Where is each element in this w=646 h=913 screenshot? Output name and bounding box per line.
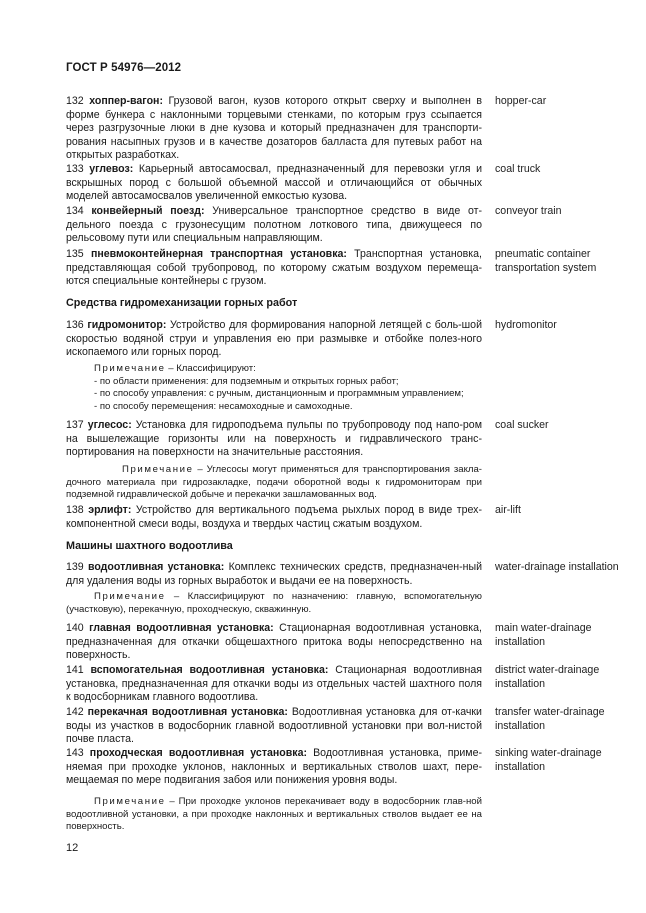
note-label: Примечание (94, 363, 166, 374)
note-text: – При проходке уклонов перекачивает воду в водосборник глав-ной водоотливной установки, а при проходке наклонных и вертикальных стволов выдает ее на поверхность. (66, 796, 482, 833)
entry-number: 139 (66, 561, 84, 573)
entry-number: 132 (66, 95, 84, 107)
section-heading-hydromechanization: Средства гидромеханизации горных работ (66, 297, 298, 309)
note-intro: – Классифицируют: (165, 363, 256, 374)
entry-term: перекачная водоотливная установка: (87, 706, 288, 718)
note-137 (66, 464, 482, 502)
note-139 (66, 591, 482, 616)
entry-143-english: sinking water-drainage installation (495, 747, 602, 773)
entry-definition: Грузовой вагон, кузов которого открыт сверху и выполнен в форме бункера с наклонными торцевыми стенками, по которым груз ссыпается через разгрузочные люки в дне кузова и который предназначен для транспорти-рования насыпных грузов и в качестве дозаторов балласта для путевых работ на открытых разработках. (66, 95, 482, 162)
entry-term: углевоз: (89, 163, 134, 175)
note-text: – Классифицируют по назначению: главную, вспомогательную (участковую), перекачную, проходческую, скважинную. (66, 591, 482, 615)
entry-136 (66, 319, 482, 360)
entry-140 (66, 622, 482, 663)
entry-definition: Стационарная водоотливная установка, предназначенная для откачки воды из отдельных частей шахтного поля к водосборникам главного водоотлива. (66, 664, 482, 704)
entry-definition: Устройство для формирования напорной летящей с боль-шой скоростью водяной струи и управления ею при размывке и отбойке полез-ного ископаемого или горных пород. (66, 319, 482, 359)
entry-term: эрлифт: (88, 504, 132, 516)
entry-133 (66, 163, 482, 204)
entry-132 (66, 95, 482, 163)
entry-definition: Карьерный автосамосвал, предназначенный для перевозки угля и вскрышных пород с большой объемной массой и отличающийся от обычных моделей автосамосвалов увеличенной емкостью кузова. (66, 163, 482, 203)
entry-142 (66, 706, 482, 747)
entry-135 (66, 248, 482, 289)
entry-term: главная водоотливная установка: (89, 622, 274, 634)
note-list-item: - по способу управления: с ручным, дистанционным и программным управлением; (94, 388, 464, 400)
entry-132-english: hopper-car (495, 95, 547, 107)
entry-definition: Комплекс технических средств, предназначен-ный для удаления воды из горных выработок и выдачи ее на поверхность. (66, 561, 483, 587)
entry-number: 141 (66, 664, 84, 676)
document-header: ГОСТ Р 54976—2012 (66, 62, 182, 74)
entry-137-english: coal sucker (495, 419, 549, 431)
entry-142-english: transfer water-drainage installation (495, 706, 605, 732)
entry-definition: Установка для гидроподъема пульпы по трубопроводу под напо-ром на вышележащие горизонты или на поверхность и гидравлического транс-портирования на поверхности на значительные расстояния. (66, 419, 482, 459)
entry-134-english: conveyor train (495, 205, 562, 217)
note-text: – Углесосы могут применяться для транспортирования закла-дочного материала при гидрозакладке, подачи оборотной воды к гидромониторам при подземной гидравлической добыче и перекачки зашламованных вод. (66, 464, 482, 501)
note-label: Примечание (94, 796, 166, 807)
entry-definition: Водоотливная установка, приме-няемая при проходке уклонов, наклонных и вертикальных стволов шахт, пере-мещаемая по мере подвигания забоя или понижения уровня воды. (66, 747, 483, 787)
entry-136-english: hydromonitor (495, 319, 557, 331)
section-heading-drainage: Машины шахтного водоотлива (66, 540, 233, 552)
entry-138 (66, 504, 482, 531)
entry-135-english: pneumatic container transportation system (495, 248, 597, 274)
entry-133-english: coal truck (495, 163, 541, 175)
entry-134 (66, 205, 482, 246)
entry-term: водоотливная установка: (87, 561, 225, 573)
entry-term: вспомогательная водоотливная установка: (90, 664, 329, 676)
entry-140-english: main water-drainage installation (495, 622, 592, 648)
note-list-item: - по области применения: для подземным и открытых горных работ; (94, 375, 399, 387)
entry-141-english: district water-drainage installation (495, 664, 600, 690)
entry-term: углесос: (87, 419, 132, 431)
entry-143 (66, 747, 482, 788)
entry-number: 136 (66, 319, 84, 331)
entry-139-english: water-drainage installation (495, 561, 619, 573)
note-list-item: - по способу перемещения: несамоходные и самоходные. (94, 400, 353, 412)
entry-definition: Устройство для вертикального подъема рыхлых пород в виде трех-компонентной смеси воды, воздуха и твердых частиц сжатым воздухом. (66, 504, 482, 530)
note-136 (66, 363, 482, 413)
entry-number: 134 (66, 205, 84, 217)
entry-term: пневмоконтейнерная транспортная установка: (90, 248, 347, 260)
entry-number: 135 (66, 248, 84, 260)
page-number: 12 (66, 842, 79, 854)
entry-term: хоппер-вагон: (89, 95, 163, 107)
entry-number: 138 (66, 504, 84, 516)
entry-138-english: air-lift (495, 504, 521, 516)
entry-term: конвейерный поезд: (91, 205, 205, 217)
note-143 (66, 796, 482, 834)
entry-number: 133 (66, 163, 84, 175)
entry-definition: Стационарная водоотливная установка, предназначенная для откачки общешахтного притока воды непосредственно на поверхность. (66, 622, 482, 662)
entry-definition: Универсальное транспортное средство в виде от-дельного поезда с грузонесущим полотном лоткового типа, движущееся по рельсовому пути или специальным направляющим. (66, 205, 482, 245)
note-label: Примечание (122, 464, 194, 475)
entry-number: 140 (66, 622, 84, 634)
entry-139 (66, 561, 482, 588)
entry-definition: Транспортная установка, представляющая собой трубопровод, по которому сжатым воздухом перемеща-ются специальные контейнеры с грузом. (66, 248, 482, 288)
entry-number: 143 (66, 747, 84, 759)
entry-definition: Водоотливная установка для от-качки воды из участков в водосборник главной водоотливной установки при вол-нистой почве пласта. (66, 706, 482, 746)
entry-term: гидромонитор: (87, 319, 167, 331)
entry-term: проходческая водоотливная установка: (89, 747, 308, 759)
entry-137 (66, 419, 482, 460)
entry-number: 137 (66, 419, 84, 431)
entry-141 (66, 664, 482, 705)
entry-number: 142 (66, 706, 84, 718)
note-label: Примечание (94, 591, 166, 602)
